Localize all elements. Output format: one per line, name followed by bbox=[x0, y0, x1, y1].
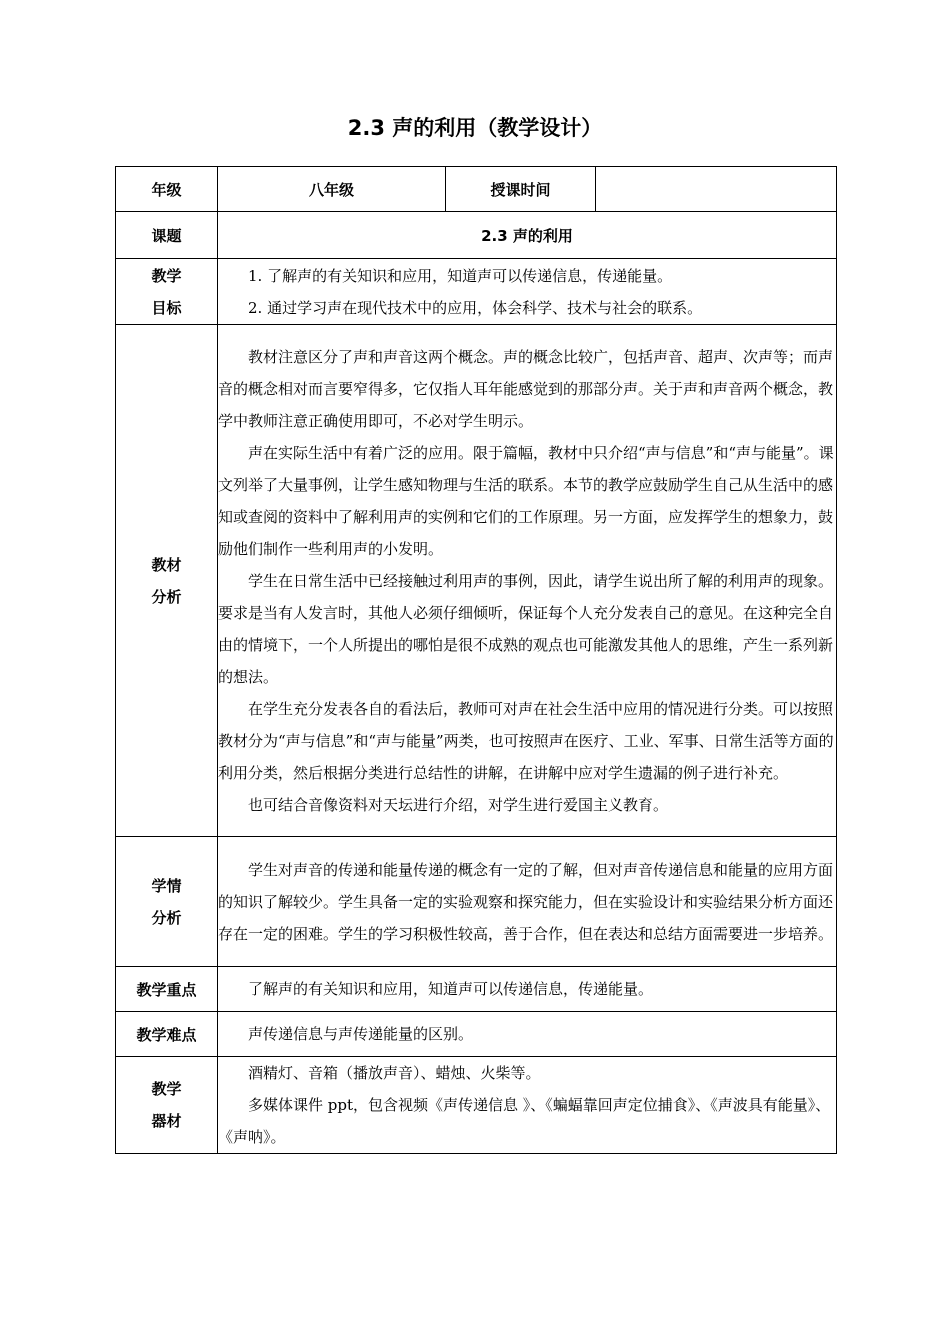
objectives-label bbox=[116, 259, 218, 325]
equipment-label-line1: 教学 bbox=[151, 1080, 182, 1098]
difficulty-label: 教学难点 bbox=[116, 1012, 218, 1057]
textbook-paragraph: 也可结合音像资料对天坛进行介绍，对学生进行爱国主义教育。 bbox=[248, 795, 669, 814]
equipment-label-line2: 器材 bbox=[151, 1112, 182, 1130]
difficulty-content bbox=[218, 1012, 837, 1057]
equipment-label bbox=[116, 1057, 218, 1154]
student-analysis-row bbox=[116, 837, 837, 967]
objectives-label-line2: 目标 bbox=[151, 298, 182, 317]
textbook-paragraph: 教材注意区分了声和声音这两个概念。声的概念比较广，包括声音、超声、次声等；而声音的概念相对而言要窄得多，它仅指人耳年能感觉到的那部分声。关于声和声音两个概念，教学中教师注意正确使用即可，不必对学生明示。 bbox=[218, 347, 834, 430]
grade-label: 年级 bbox=[116, 167, 218, 212]
equipment-paragraph: 多媒体课件 ppt，包含视频《声传递信息 》、《蝙蝠靠回声定位捕食》、《声波具有能量》、《声呐》。 bbox=[218, 1096, 831, 1146]
objectives-content bbox=[218, 259, 837, 325]
textbook-analysis-row bbox=[116, 325, 837, 837]
textbook-paragraph: 声在实际生活中有着广泛的应用。限于篇幅，教材中只介绍“声与信息”和“声与能量”。课文列举了大量事例，让学生感知物理与生活的联系。本节的教学应鼓励学生自己从生活中的感知或查阅的资料中了解利用声的实例和它们的工作原理。另一方面，应发挥学生的想象力，鼓励他们制作一些利用声的小发明。 bbox=[218, 443, 834, 558]
objectives-label-line1: 教学 bbox=[151, 266, 182, 285]
equipment-content bbox=[218, 1057, 837, 1154]
topic-value: 2.3 声的利用 bbox=[218, 212, 837, 259]
key-point-content bbox=[218, 967, 837, 1012]
textbook-paragraph: 学生在日常生活中已经接触过利用声的事例，因此，请学生说出所了解的利用声的现象。要求是当有人发言时，其他人必须仔细倾听，保证每个人充分发表自己的意见。在这种完全自由的情境下，一个人所提出的哪怕是很不成熟的观点也可能激发其他人的思维，产生一系列新的想法。 bbox=[218, 571, 834, 686]
grade-row bbox=[116, 167, 837, 212]
key-point-row bbox=[116, 967, 837, 1012]
lesson-plan-table bbox=[115, 166, 837, 1154]
topic-label: 课题 bbox=[116, 212, 218, 259]
objectives-row bbox=[116, 259, 837, 325]
class-time-label: 授课时间 bbox=[446, 167, 596, 212]
textbook-analysis-label bbox=[116, 325, 218, 837]
textbook-analysis-content bbox=[218, 325, 837, 837]
key-point-label: 教学重点 bbox=[116, 967, 218, 1012]
difficulty-row bbox=[116, 1012, 837, 1057]
textbook-analysis-label-line2: 分析 bbox=[151, 587, 182, 606]
difficulty-text: 声传递信息与声传递能量的区别。 bbox=[248, 1025, 474, 1043]
key-point-text: 了解声的有关知识和应用，知道声可以传递信息，传递能量。 bbox=[248, 980, 654, 998]
student-analysis-label bbox=[116, 837, 218, 967]
grade-value: 八年级 bbox=[218, 167, 446, 212]
student-analysis-label-line1: 学情 bbox=[151, 876, 182, 895]
objective-item: 2. 通过学习声在现代技术中的应用，体会科学、技术与社会的联系。 bbox=[248, 298, 703, 317]
student-analysis-content bbox=[218, 837, 837, 967]
student-analysis-label-line2: 分析 bbox=[151, 908, 182, 927]
student-paragraph: 学生对声音的传递和能量传递的概念有一定的了解，但对声音传递信息和能量的应用方面的知识了解较少。学生具备一定的实验观察和探究能力，但在实验设计和实验结果分析方面还存在一定的困难。学生的学习积极性较高，善于合作，但在表达和总结方面需要进一步培养。 bbox=[218, 860, 834, 943]
textbook-analysis-label-line1: 教材 bbox=[151, 555, 182, 574]
topic-row bbox=[116, 212, 837, 259]
textbook-paragraph: 在学生充分发表各自的看法后，教师可对声在社会生活中应用的情况进行分类。可以按照教材分为“声与信息”和“声与能量”两类，也可按照声在医疗、工业、军事、日常生活等方面的利用分类，然后根据分类进行总结性的讲解，在讲解中应对学生遗漏的例子进行补充。 bbox=[218, 699, 834, 782]
objective-item: 1. 了解声的有关知识和应用，知道声可以传递信息，传递能量。 bbox=[248, 266, 673, 285]
page-title: 2.3 声的利用（教学设计） bbox=[347, 116, 603, 140]
equipment-row bbox=[116, 1057, 837, 1154]
equipment-paragraph: 酒精灯、音箱（播放声音）、蜡烛、火柴等。 bbox=[248, 1064, 541, 1082]
class-time-value bbox=[596, 167, 837, 212]
